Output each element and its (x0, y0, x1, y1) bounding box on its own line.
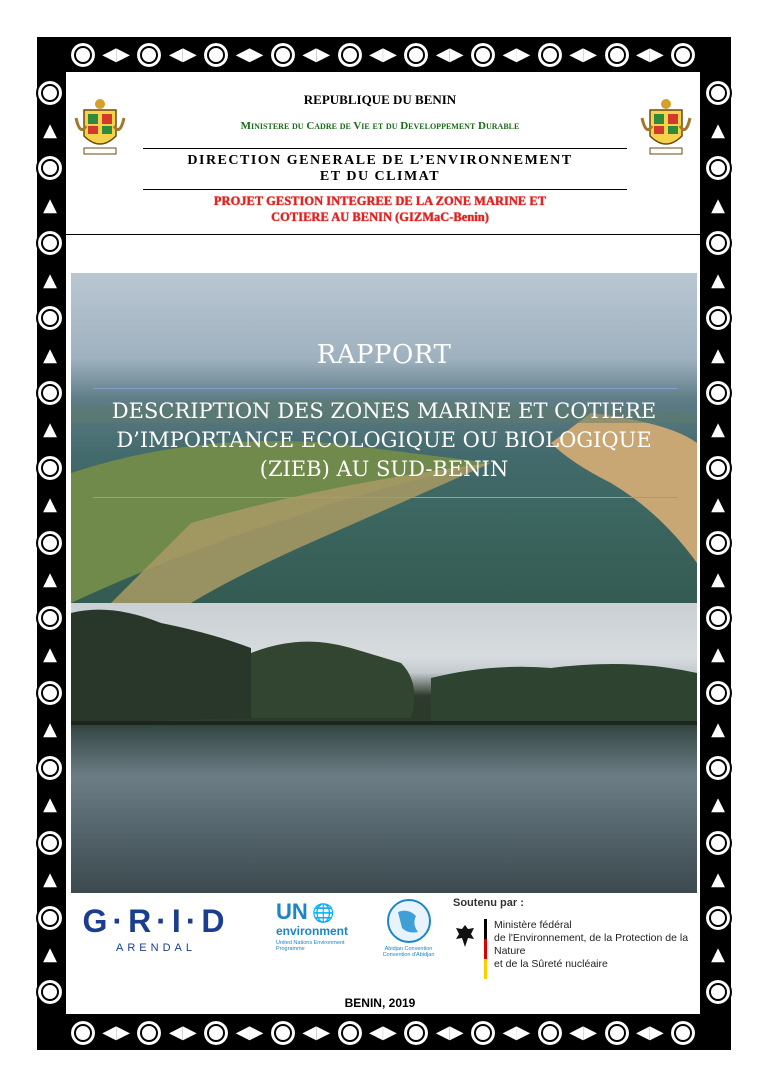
abidjan-globe-icon (386, 898, 432, 944)
ornament-flower-icon (36, 829, 64, 857)
un-logo-caption: United Nations Environment Programme (276, 940, 345, 952)
ornament-arrow-icon: ▲ (43, 944, 57, 966)
ornament-arrow-icon: ▲ (43, 344, 57, 366)
mangrove-lagoon-photo (71, 603, 697, 893)
border-bottom-ornaments (66, 1018, 700, 1048)
ornament-flower-icon (603, 1019, 631, 1047)
coat-of-arms-right (640, 96, 692, 158)
ornament-flower-icon (402, 41, 430, 69)
ornament-flower-icon (202, 41, 230, 69)
border-left-ornaments (36, 72, 64, 1014)
ornament-flower-icon (704, 79, 732, 107)
ornament-arrow-icon: ▲ (711, 119, 725, 141)
ornament-arrow-icon: ◀▶ (302, 44, 331, 65)
ornament-flower-icon (704, 529, 732, 557)
ornament-flower-icon (36, 304, 64, 332)
grid-logo-mark: G·R·I·D (82, 903, 230, 939)
abidjan-convention-logo (376, 898, 441, 968)
country-name: REPUBLIQUE DU BENIN (303, 92, 457, 107)
ornament-arrow-icon: ▲ (711, 944, 725, 966)
ornament-flower-icon (704, 604, 732, 632)
ornament-flower-icon (704, 754, 732, 782)
ornament-flower-icon (536, 41, 564, 69)
ornament-flower-icon (704, 454, 732, 482)
ornament-flower-icon (69, 41, 97, 69)
german-flag-bar (484, 919, 487, 979)
ornament-flower-icon (36, 904, 64, 932)
german-ministry-logo (454, 915, 694, 985)
ornament-flower-icon (269, 1019, 297, 1047)
ornament-arrow-icon: ◀▶ (168, 44, 197, 65)
ornament-flower-icon (135, 41, 163, 69)
ornament-arrow-icon: ◀▶ (302, 1022, 331, 1043)
title-rule-top (93, 388, 678, 389)
ornament-flower-icon (36, 604, 64, 632)
bmu-line-1: Ministère fédéral (494, 919, 572, 931)
ornament-arrow-icon: ▲ (711, 719, 725, 741)
ornament-arrow-icon: ▲ (711, 644, 725, 666)
ornament-arrow-icon: ▲ (711, 794, 725, 816)
ornament-flower-icon (704, 304, 732, 332)
un-environment-logo (276, 901, 361, 971)
ornament-flower-icon (336, 1019, 364, 1047)
ornament-flower-icon (704, 154, 732, 182)
ornament-flower-icon (36, 229, 64, 257)
ornament-flower-icon (36, 754, 64, 782)
ornament-arrow-icon: ◀▶ (636, 1022, 664, 1043)
ornament-flower-icon (69, 1019, 97, 1047)
grid-arendal-logo (76, 903, 236, 959)
ornament-arrow-icon: ▲ (43, 494, 57, 516)
ornament-arrow-icon: ▲ (711, 494, 725, 516)
german-ministry-text (494, 919, 694, 971)
ornament-flower-icon (704, 229, 732, 257)
report-title-line-3: (ZIEB) AU SUD-BENIN (259, 457, 509, 481)
globe-icon: 🌐 (312, 903, 335, 923)
project-name (120, 193, 640, 225)
header-rule-top (143, 148, 627, 149)
ornament-flower-icon (36, 454, 64, 482)
border-right-ornaments (704, 72, 732, 1014)
eagle-icon (454, 923, 476, 949)
project-line-1: PROJET GESTION INTEGREE DE LA ZONE MARINE ET (213, 194, 547, 208)
ornament-arrow-icon: ▲ (43, 419, 57, 441)
ornament-flower-icon (202, 1019, 230, 1047)
grid-logo-sub: ARENDAL (116, 942, 196, 954)
ornament-arrow-icon: ◀▶ (369, 44, 397, 65)
ornament-flower-icon (36, 679, 64, 707)
project-line-2: COTIERE AU BENIN (GIZMaC-Benin) (271, 210, 489, 224)
ornament-flower-icon (269, 41, 297, 69)
title-rule-bottom (93, 497, 678, 498)
ornament-flower-icon (469, 1019, 497, 1047)
ornament-flower-icon (469, 41, 497, 69)
ornament-arrow-icon: ◀▶ (102, 1022, 130, 1043)
ornament-flower-icon (669, 41, 697, 69)
ornament-arrow-icon: ▲ (43, 569, 57, 591)
ornament-arrow-icon: ▲ (711, 194, 725, 216)
ornament-arrow-icon: ▲ (43, 794, 57, 816)
ministry-name: Ministere du Cadre de Vie et du Developpement Durable (240, 120, 520, 132)
ornament-flower-icon (36, 379, 64, 407)
ornament-flower-icon (704, 679, 732, 707)
ornament-arrow-icon: ◀▶ (102, 44, 130, 65)
ornament-arrow-icon: ◀▶ (569, 1022, 597, 1043)
header-rule-middle (143, 189, 627, 190)
ornament-arrow-icon: ▲ (711, 419, 725, 441)
ornament-flower-icon (704, 978, 732, 1006)
partner-logos (71, 893, 697, 993)
ornament-flower-icon (669, 1019, 697, 1047)
abidjan-caption: Abidjan Convention Convention d'Abidjan (382, 946, 435, 958)
ornament-arrow-icon: ▲ (43, 869, 57, 891)
ornament-arrow-icon: ◀▶ (168, 1022, 197, 1043)
ornament-flower-icon (536, 1019, 564, 1047)
ornament-arrow-icon: ◀▶ (435, 1022, 464, 1043)
un-logo-mark: UN (276, 899, 308, 924)
border-top-ornaments (66, 40, 700, 70)
ornament-flower-icon (704, 379, 732, 407)
ornament-flower-icon (704, 904, 732, 932)
ornament-arrow-icon: ▲ (711, 269, 725, 291)
report-title-line-2: D’IMPORTANCE ECOLOGIQUE OU BIOLOGIQUE (116, 428, 652, 452)
ornament-flower-icon (36, 978, 64, 1006)
ornament-arrow-icon: ◀▶ (369, 1022, 397, 1043)
ornament-arrow-icon: ▲ (43, 719, 57, 741)
ornament-arrow-icon: ◀▶ (235, 44, 264, 65)
ornament-arrow-icon: ◀▶ (435, 44, 464, 65)
supported-by-label: Soutenu par : (453, 897, 524, 909)
ornament-flower-icon (36, 154, 64, 182)
report-label: RAPPORT (316, 340, 452, 370)
un-logo-environment: environment (276, 924, 349, 938)
ornament-arrow-icon: ▲ (43, 269, 57, 291)
ornament-arrow-icon: ▲ (711, 569, 725, 591)
ornament-arrow-icon: ▲ (43, 119, 57, 141)
ornament-arrow-icon: ◀▶ (636, 44, 664, 65)
ornament-arrow-icon: ▲ (711, 344, 725, 366)
ornament-arrow-icon: ◀▶ (235, 1022, 264, 1043)
bmu-line-2: de l'Environnement, de la Protection de la Nature (494, 932, 689, 957)
ornament-flower-icon (135, 1019, 163, 1047)
direction-name (120, 153, 640, 185)
coat-of-arms-left (74, 96, 126, 158)
direction-line-1: DIRECTION GENERALE DE L’ENVIRONNEMENT (187, 153, 573, 168)
report-title (71, 397, 697, 484)
ornament-flower-icon (603, 41, 631, 69)
ornament-arrow-icon: ◀▶ (502, 44, 531, 65)
ornament-flower-icon (36, 529, 64, 557)
ornament-arrow-icon: ▲ (43, 644, 57, 666)
ornament-arrow-icon: ◀▶ (569, 44, 597, 65)
direction-line-2: ET DU CLIMAT (319, 169, 441, 184)
ornament-arrow-icon: ▲ (711, 869, 725, 891)
ornament-flower-icon (704, 829, 732, 857)
ornament-flower-icon (36, 79, 64, 107)
ornament-flower-icon (336, 41, 364, 69)
ornament-flower-icon (402, 1019, 430, 1047)
report-title-line-1: DESCRIPTION DES ZONES MARINE ET COTIERE (111, 399, 657, 423)
header-rule-bottom (66, 234, 700, 235)
bmu-line-3: et de la Sûreté nucléaire (494, 958, 608, 970)
ornament-arrow-icon: ▲ (43, 194, 57, 216)
ornament-arrow-icon: ◀▶ (502, 1022, 531, 1043)
place-and-year: BENIN, 2019 (344, 996, 416, 1010)
